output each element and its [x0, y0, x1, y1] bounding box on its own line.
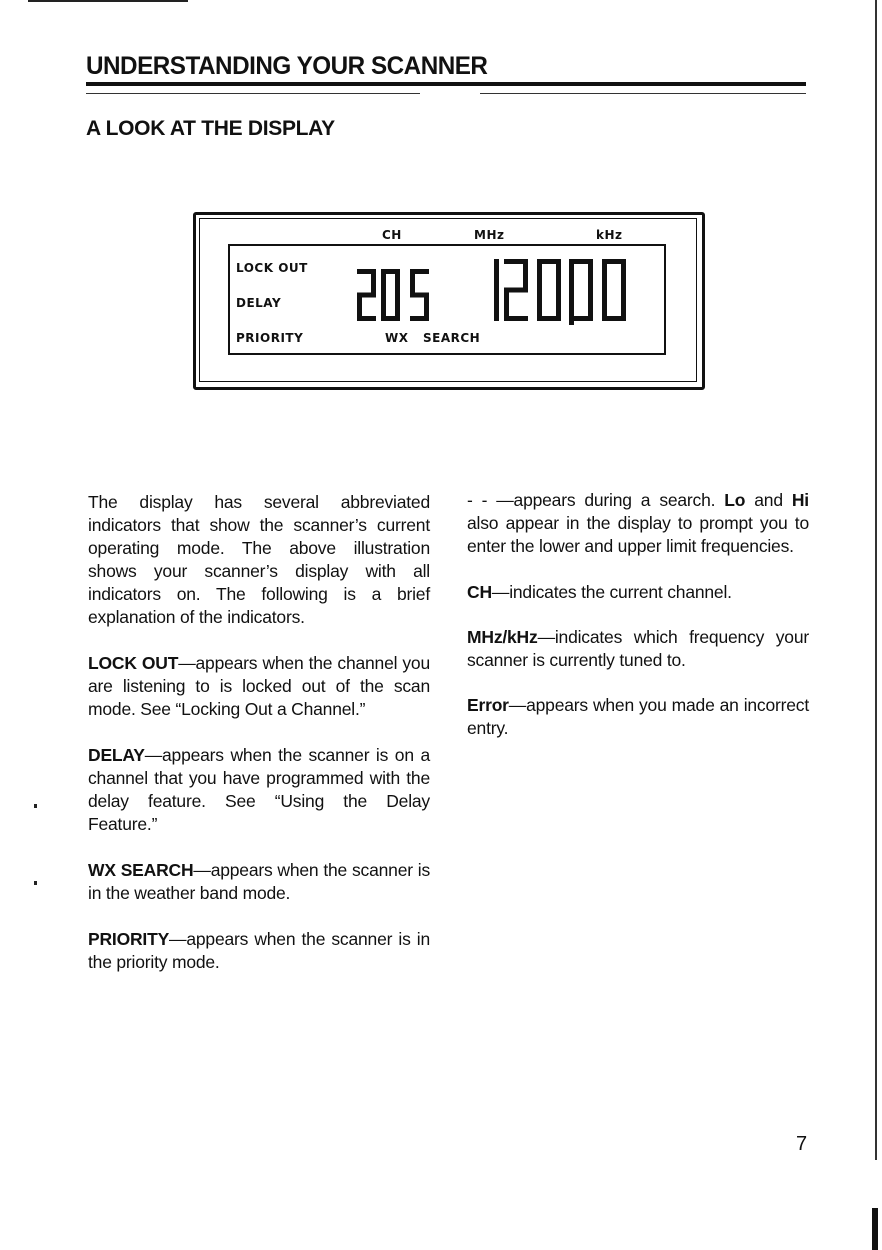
- lo-hi-description: also appear in the display to prompt you to enter the lower and upper limit frequencies.: [467, 513, 809, 556]
- priority-paragraph: [88, 928, 430, 974]
- priority-term: PRIORITY: [88, 929, 170, 949]
- lcd-segment-e: [569, 290, 574, 321]
- lcd-segment-e: [602, 290, 607, 321]
- lcd-segment-f: [381, 269, 386, 295]
- lockout-description: —appears when the channel you are listening to is locked out of the scan mode. See “Locking Out a Channel.”: [88, 653, 431, 719]
- ch-paragraph: [467, 581, 809, 604]
- dashes-description: —appears during a search.: [496, 490, 725, 510]
- page-number: 7: [796, 1133, 808, 1155]
- error-term: Error: [467, 695, 509, 715]
- lcd-segment-b: [588, 259, 593, 290]
- lcd-label-ch: CH: [382, 228, 402, 242]
- lcd-segment-c: [494, 290, 499, 321]
- lcd-label-delay: DELAY: [236, 296, 282, 310]
- right-column: [467, 489, 809, 740]
- section-title: A LOOK AT THE DISPLAY: [86, 117, 335, 140]
- lcd-segment-b: [523, 259, 528, 290]
- lcd-segment-g: [357, 293, 376, 298]
- lcd-segment-b: [371, 269, 376, 295]
- lockout-paragraph: [88, 652, 430, 721]
- lcd-segment-e: [381, 295, 386, 321]
- lockout-term: LOCK OUT: [88, 653, 179, 673]
- lcd-label-khz: kHz: [596, 228, 623, 242]
- scan-speck: [34, 881, 37, 885]
- lcd-label-search: SEARCH: [423, 331, 481, 345]
- lcd-label-lockout: LOCK OUT: [236, 261, 308, 275]
- intro-paragraph: The display has several abbreviated indicators that show the scanner’s current operating mode. The above illustration shows your scanner’s display with all indicators on. The following is a brief explanation of the indicators.: [88, 492, 430, 627]
- lcd-label-mhz: MHz: [474, 228, 505, 242]
- lcd-segment-f: [537, 259, 542, 290]
- lcd-segment-b: [494, 259, 499, 290]
- wx-search-description: —appears when the scanner is in the weather band mode.: [88, 860, 430, 903]
- lcd-label-priority: PRIORITY: [236, 331, 304, 345]
- lcd-seven-segment-digits: [0, 0, 882, 400]
- priority-description: —appears when the scanner is in the priority mode.: [88, 929, 430, 972]
- lcd-decimal-point: [569, 320, 574, 325]
- wx-search-paragraph: [88, 859, 430, 905]
- left-column: [88, 491, 430, 974]
- mhz-khz-paragraph: [467, 626, 809, 672]
- delay-description: —appears when the scanner is on a channel that you have programmed with the delay feature. See “Using the Delay Feature.”: [88, 745, 430, 834]
- wx-search-term: WX SEARCH: [88, 860, 194, 880]
- delay-term: DELAY: [88, 745, 145, 765]
- lcd-segment-b: [556, 259, 561, 290]
- lo-term: Lo: [724, 490, 746, 510]
- ch-description: —indicates the current channel.: [491, 582, 732, 602]
- hi-term: Hi: [791, 490, 809, 510]
- lcd-segment-f: [602, 259, 607, 290]
- lcd-segment-g: [410, 293, 429, 298]
- mhz-khz-term: MHz/kHz: [467, 627, 538, 647]
- lcd-segment-f: [410, 269, 415, 295]
- lcd-segment-e: [357, 295, 362, 321]
- ch-term: CH: [467, 582, 492, 602]
- lcd-segment-b: [395, 269, 400, 295]
- lcd-label-wx: WX: [385, 331, 409, 345]
- mhz-khz-description: —indicates which frequency your scanner is currently tuned to.: [467, 627, 809, 670]
- lcd-segment-b: [621, 259, 626, 290]
- lcd-segment-e: [537, 290, 542, 321]
- dashes-term: - -: [467, 490, 497, 510]
- lcd-segment-f: [569, 259, 574, 290]
- page-edge-mark: [872, 1208, 878, 1250]
- lcd-segment-g: [504, 288, 528, 293]
- page-title: UNDERSTANDING YOUR SCANNER: [86, 52, 488, 80]
- and-text: and: [745, 490, 792, 510]
- lcd-segment-e: [504, 290, 509, 321]
- search-dashes-paragraph: [467, 489, 809, 558]
- error-description: —appears when you made an incorrect entry.: [467, 695, 809, 738]
- delay-paragraph: [88, 744, 430, 836]
- scan-speck: [34, 804, 37, 808]
- error-paragraph: [467, 694, 809, 740]
- lcd-segment-d: [410, 316, 429, 321]
